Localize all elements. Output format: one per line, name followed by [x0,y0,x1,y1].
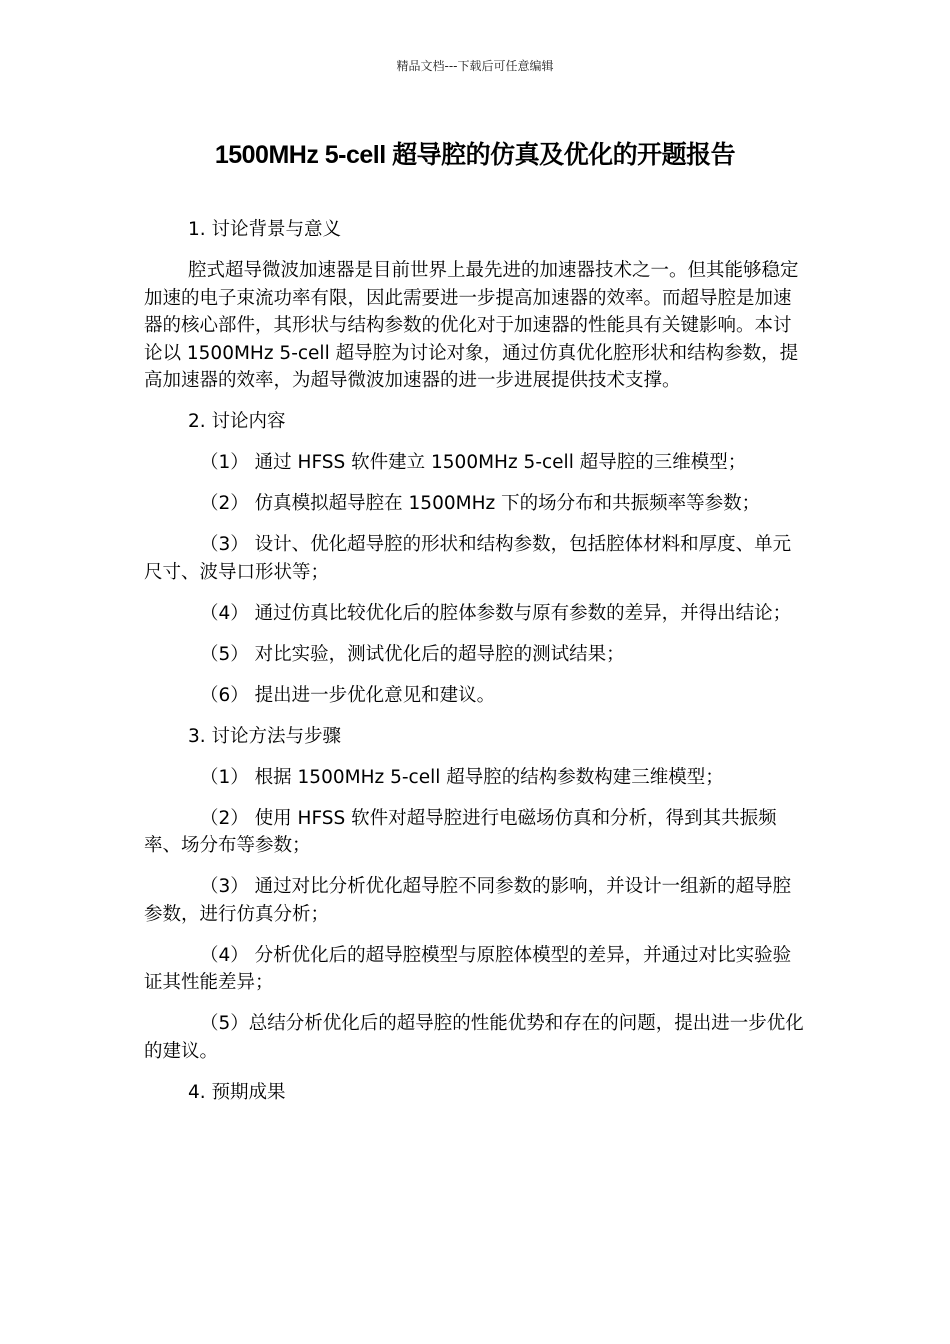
list-item: （6） 提出进一步优化意见和建议。 [200,684,496,706]
section-heading-methods: 3. 讨论方法与步骤 [188,725,342,747]
list-item: （3） 设计、优化超导腔的形状和结构参数，包括腔体材料和厚度、单元尺寸、波导口形状等； [144,534,792,583]
section-heading-content: 2. 讨论内容 [188,411,286,432]
list-item: （1） 通过 HFSS 软件建立 1500MHz 5-cell 超导腔的三维模型； [200,452,747,473]
page-header: 精品文档---下载后可任意编辑 [396,59,554,73]
list-item: （5） 对比实验，测试优化后的超导腔的测试结果； [200,643,625,665]
document-title: 1500MHz 5-cell 超导腔的仿真及优化的开题报告 [214,141,736,169]
list-item: （4） 通过仿真比较优化后的腔体参数与原有参数的差异，并得出结论； [200,602,792,624]
body-paragraph: 腔式超导微波加速器是目前世界上最先进的加速器技术之一。但其能够稳定加速的电子束流功率有限，因此需要进一步提高加速器的效率。而超导腔是加速器的核心部件，其形状与结构参数的优化对于加速器的性能具有关键影响。本讨论以 1500MHz 5-cell 超导腔为讨论对象，通过仿真优化腔形状和结构参数，提高加速器的效率，为超导微波加速器的进一步进展提供技术支撑。 [144,260,799,391]
list-item: （5）总结分析优化后的超导腔的性能优势和存在的问题，提出进一步优化的建议。 [144,1013,804,1062]
list-item: （4） 分析优化后的超导腔模型与原腔体模型的差异，并通过对比实验验证其性能差异； [144,944,792,993]
list-item: （1） 根据 1500MHz 5-cell 超导腔的结构参数构建三维模型； [200,766,724,788]
list-item: （2） 使用 HFSS 软件对超导腔进行电磁场仿真和分析，得到其共振频率、场分布等参数； [144,807,777,856]
list-item: （3） 通过对比分析优化超导腔不同参数的影响，并设计一组新的超导腔参数，进行仿真分析； [144,876,792,925]
document-body [144,216,808,1120]
section-heading-expected-results: 4. 预期成果 [188,1081,286,1103]
list-item: （2） 仿真模拟超导腔在 1500MHz 下的场分布和共振频率等参数； [200,493,761,514]
section-heading-background: 1. 讨论背景与意义 [188,219,342,240]
